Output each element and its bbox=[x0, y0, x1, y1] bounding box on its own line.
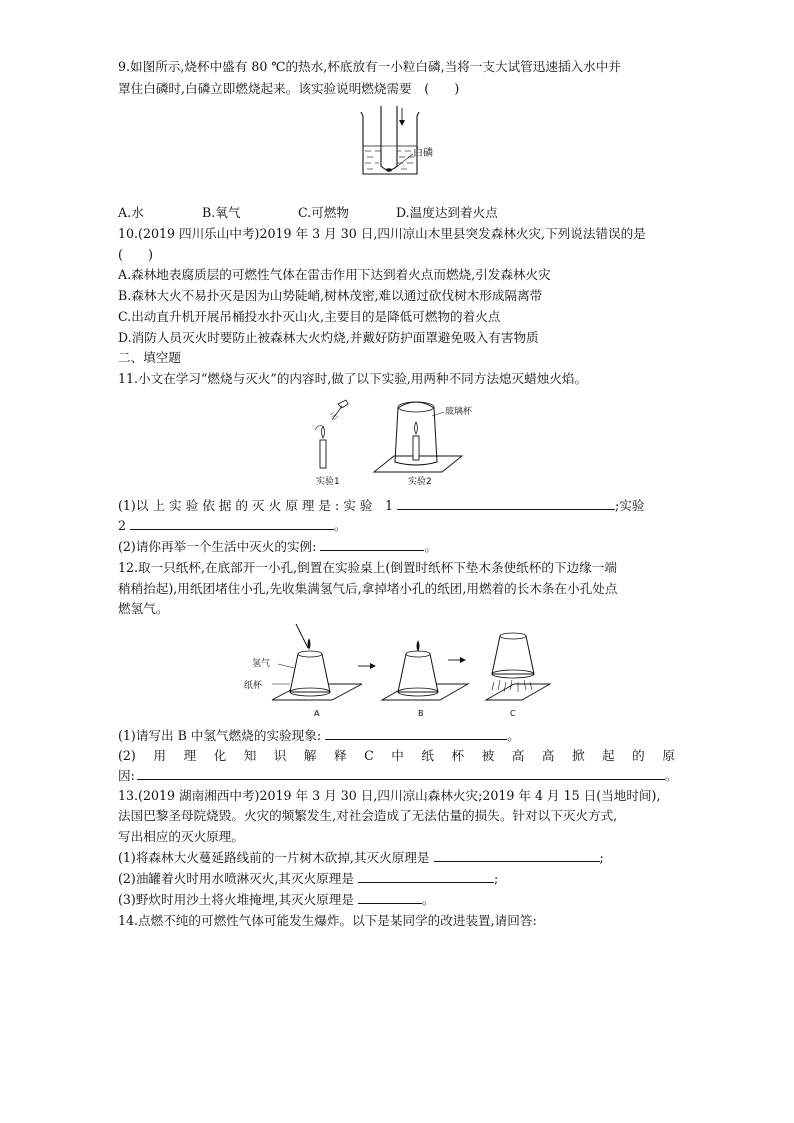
q11-sub1-line2-start: 2 bbox=[118, 518, 127, 533]
q13-sub1-line bbox=[118, 850, 604, 866]
q11-sub2-text: (2)请你再举一个生活中灭火的实例: bbox=[118, 539, 317, 554]
q12-sub2-word: 用 bbox=[153, 748, 166, 763]
figure-a-label: A bbox=[314, 709, 320, 718]
section-title-fill-blank: 二、填空题 bbox=[118, 350, 181, 365]
q13-sub1-end: ; bbox=[599, 850, 604, 865]
q13-sub2-blank[interactable] bbox=[358, 871, 494, 883]
q12-sub2-blank[interactable] bbox=[137, 768, 665, 780]
q9-line2: 罩住白磷时,白磷立即燃烧起来。该实验说明燃烧需要 ( ) bbox=[118, 81, 460, 96]
q12-sub2-word: 起 bbox=[602, 748, 615, 763]
q11-sub1-mid: ;实验 bbox=[615, 498, 645, 513]
q10-line2: ( ) bbox=[118, 247, 154, 262]
q11-sub1-blank-1[interactable] bbox=[397, 498, 615, 510]
q12-sub2-word: 中 bbox=[391, 748, 404, 763]
q13-sub2-end: ; bbox=[493, 871, 499, 886]
q13-sub3-line bbox=[118, 892, 435, 908]
hydrogen-paper-cup-figure bbox=[238, 622, 558, 722]
q10-option-c: C.出动直升机开展吊桶投水扑灭山火,主要目的是降低可燃物的着火点 bbox=[118, 309, 501, 324]
figure-c-label: C bbox=[510, 709, 516, 718]
q12-sub2-line2 bbox=[118, 768, 677, 784]
q12-sub1-end: 。 bbox=[507, 728, 520, 743]
q9-line1: 9.如图所示,烧杯中盛有 80 ℃的热水,杯底放有一小粒白磷,当将一支大试管迅速插入水中并 bbox=[118, 59, 621, 74]
q12-sub2-word: 原 bbox=[662, 748, 675, 763]
q12-sub2-end: 。 bbox=[664, 768, 678, 783]
q12-sub2-word: 被 bbox=[481, 748, 495, 763]
figure-b-label: B bbox=[418, 709, 424, 718]
glass-cup-label: 玻璃杯 bbox=[445, 407, 473, 417]
white-phosphorus-label: 白磷 bbox=[413, 148, 433, 159]
q13-line2: 法国巴黎圣母院烧毁。火灾的频繁发生,对社会造成了无法估量的损失。针对以下灭火方式, bbox=[118, 808, 618, 823]
experiment-2-label: 实验2 bbox=[408, 477, 432, 487]
q12-sub2-word: 解 bbox=[303, 748, 317, 763]
q12-sub2-line1 bbox=[118, 748, 675, 764]
q10-option-b: B.森林大火不易扑灭是因为山势陡峭,树林茂密,难以通过砍伐树木形成隔离带 bbox=[118, 288, 543, 303]
q12-sub2-word: (2) bbox=[118, 748, 136, 763]
q12-sub1-line bbox=[118, 728, 520, 744]
q12-sub2-word: 杯 bbox=[451, 748, 465, 763]
q12-sub2-word: 化 bbox=[213, 748, 227, 763]
q13-sub1-text: (1)将森林大火蔓延路线前的一片树木砍掉,其灭火原理是 bbox=[118, 850, 430, 865]
beaker-white-phosphorus-figure bbox=[355, 104, 445, 184]
q12-line2: 稍稍抬起),用纸团堵住小孔,先收集满氢气后,拿掉堵小孔的纸团,用燃着的长木条在小孔处点 bbox=[118, 581, 618, 596]
q13-sub1-blank[interactable] bbox=[434, 850, 600, 862]
q12-sub1-text: (1)请写出 B 中氢气燃烧的实验现象: bbox=[118, 728, 322, 743]
q12-sub2-word: C bbox=[364, 748, 374, 763]
q11-sub2-blank[interactable] bbox=[320, 539, 424, 551]
experiment-1-label: 实验1 bbox=[316, 477, 340, 487]
paper-cup-label: 纸杯 bbox=[244, 681, 263, 691]
q14-line1: 14.点燃不纯的可燃性气体可能发生爆炸。以下是某同学的改进装置,请回答: bbox=[118, 913, 537, 928]
q9-option-c: C.可燃物 bbox=[298, 205, 349, 220]
q11-line1: 11.小文在学习“燃烧与灭火”的内容时,做了以下实验,用两种不同方法熄灭蜡烛火焰。 bbox=[118, 371, 588, 386]
q11-sub1-line1 bbox=[118, 498, 644, 514]
q9-options bbox=[118, 205, 498, 221]
q10-line1: 10.(2019 四川乐山中考)2019 年 3 月 30 日,四川凉山木里县突发森林火灾,下列说法错误的是 bbox=[118, 226, 646, 241]
q11-sub2-end: 。 bbox=[424, 539, 437, 554]
q11-sub1-line2 bbox=[118, 518, 347, 534]
q11-sub2-line bbox=[118, 539, 437, 555]
q13-sub3-end: 。 bbox=[421, 892, 435, 907]
q12-line1: 12.取一只纸杯,在底部开一小孔,倒置在实验桌上(倒置时纸杯下垫木条使纸杯的下边缘一端 bbox=[118, 560, 617, 575]
hydrogen-label: 氢气 bbox=[252, 659, 271, 669]
q9-option-d: D.温度达到着火点 bbox=[396, 205, 498, 220]
q9-option-b: B.氧气 bbox=[202, 205, 241, 220]
q12-sub2-word: 的 bbox=[632, 748, 645, 763]
q13-sub2-line bbox=[118, 871, 498, 887]
q11-sub1-blank-2[interactable] bbox=[130, 518, 334, 530]
candle-experiments-figure bbox=[308, 392, 484, 488]
q12-sub2-word: 高 bbox=[511, 748, 525, 763]
q13-line3: 写出相应的灭火原理。 bbox=[118, 829, 244, 844]
q13-line1: 13.(2019 湖南湘西中考)2019 年 3 月 30 日,四川凉山森林火灾;2019 年 4 月 15 日(当地时间), bbox=[118, 788, 661, 803]
q13-sub3-blank[interactable] bbox=[358, 892, 422, 904]
q12-sub2-word: 释 bbox=[334, 748, 347, 763]
q13-sub2-text: (2)油罐着火时用水喷淋灭火,其灭火原理是 bbox=[118, 871, 354, 886]
q12-sub2-word: 理 bbox=[183, 748, 197, 763]
q11-sub1-text: (1)以 上 实 验 依 据 的 灭 火 原 理 是 : 实 验 1 bbox=[118, 498, 394, 513]
q10-option-d: D.消防人员灭火时要防止被森林大火灼烧,并戴好防护面罩避免吸入有害物质 bbox=[118, 330, 539, 345]
q12-sub2-word: 高 bbox=[541, 748, 555, 763]
q13-sub3-text: (3)野炊时用沙土将火堆掩埋,其灭火原理是 bbox=[118, 892, 354, 907]
q12-sub2-word: 纸 bbox=[421, 748, 434, 763]
q10-option-a: A.森林地表腐质层的可燃性气体在雷击作用下达到着火点而燃烧,引发森林火灾 bbox=[118, 267, 551, 282]
q9-option-a: A.水 bbox=[118, 205, 144, 220]
q11-sub1-end: 。 bbox=[334, 518, 347, 533]
q12-sub2-word: 识 bbox=[273, 748, 287, 763]
q12-line3: 燃氢气。 bbox=[118, 601, 169, 616]
q12-sub1-blank[interactable] bbox=[325, 728, 507, 740]
q12-sub2-line2-start: 因: bbox=[118, 768, 135, 783]
q12-sub2-word: 知 bbox=[243, 748, 257, 763]
q12-sub2-word: 掀 bbox=[571, 748, 585, 763]
